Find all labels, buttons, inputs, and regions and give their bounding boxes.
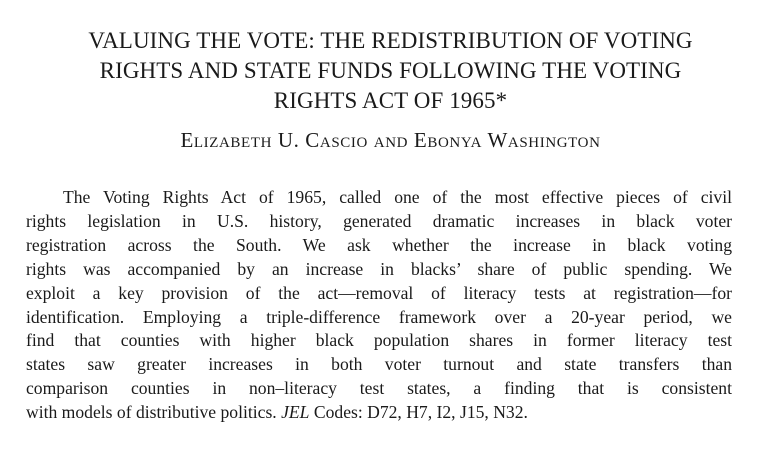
abstract-line: rights was accompanied by an increase in blacks’ share of public spending. We [26,258,732,279]
jel-codes: Codes: D72, H7, I2, J15, N32. [313,402,528,423]
abstract-line: registration across the South. We ask whether the increase in black voting [26,234,732,255]
title-line: VALUING THE VOTE: THE REDISTRIBUTION OF VOTING [88,28,693,53]
title-line: RIGHTS ACT OF 1965* [273,88,508,113]
paper-title [20,26,761,116]
abstract-line: find that counties with higher black population shares in former literacy test [26,330,732,351]
abstract-line: comparison counties in non–literacy test states, a finding that is consistent [26,378,732,399]
abstract [26,186,732,425]
author-names: Elizabeth U. Cascio and Ebonya Washington [180,128,601,152]
abstract-line: The Voting Rights Act of 1965, called one of the most effective pieces of civil [63,187,732,207]
title-line: RIGHTS AND STATE FUNDS FOLLOWING THE VOTING [99,58,682,83]
abstract-line: rights legislation in U.S. history, generated dramatic increases in black voter [26,210,732,231]
jel-label: JEL [281,402,310,423]
abstract-line: exploit a key provision of the act—removal of literacy tests at registration—for [26,282,732,303]
abstract-line: states saw greater increases in both voter turnout and state transfers than [26,354,732,375]
abstract-last-line [26,401,732,425]
abstract-last-line-prefix: with models of distributive politics. [26,402,277,423]
abstract-line: identification. Employing a triple-difference framework over a 20-year period, we [26,306,732,327]
